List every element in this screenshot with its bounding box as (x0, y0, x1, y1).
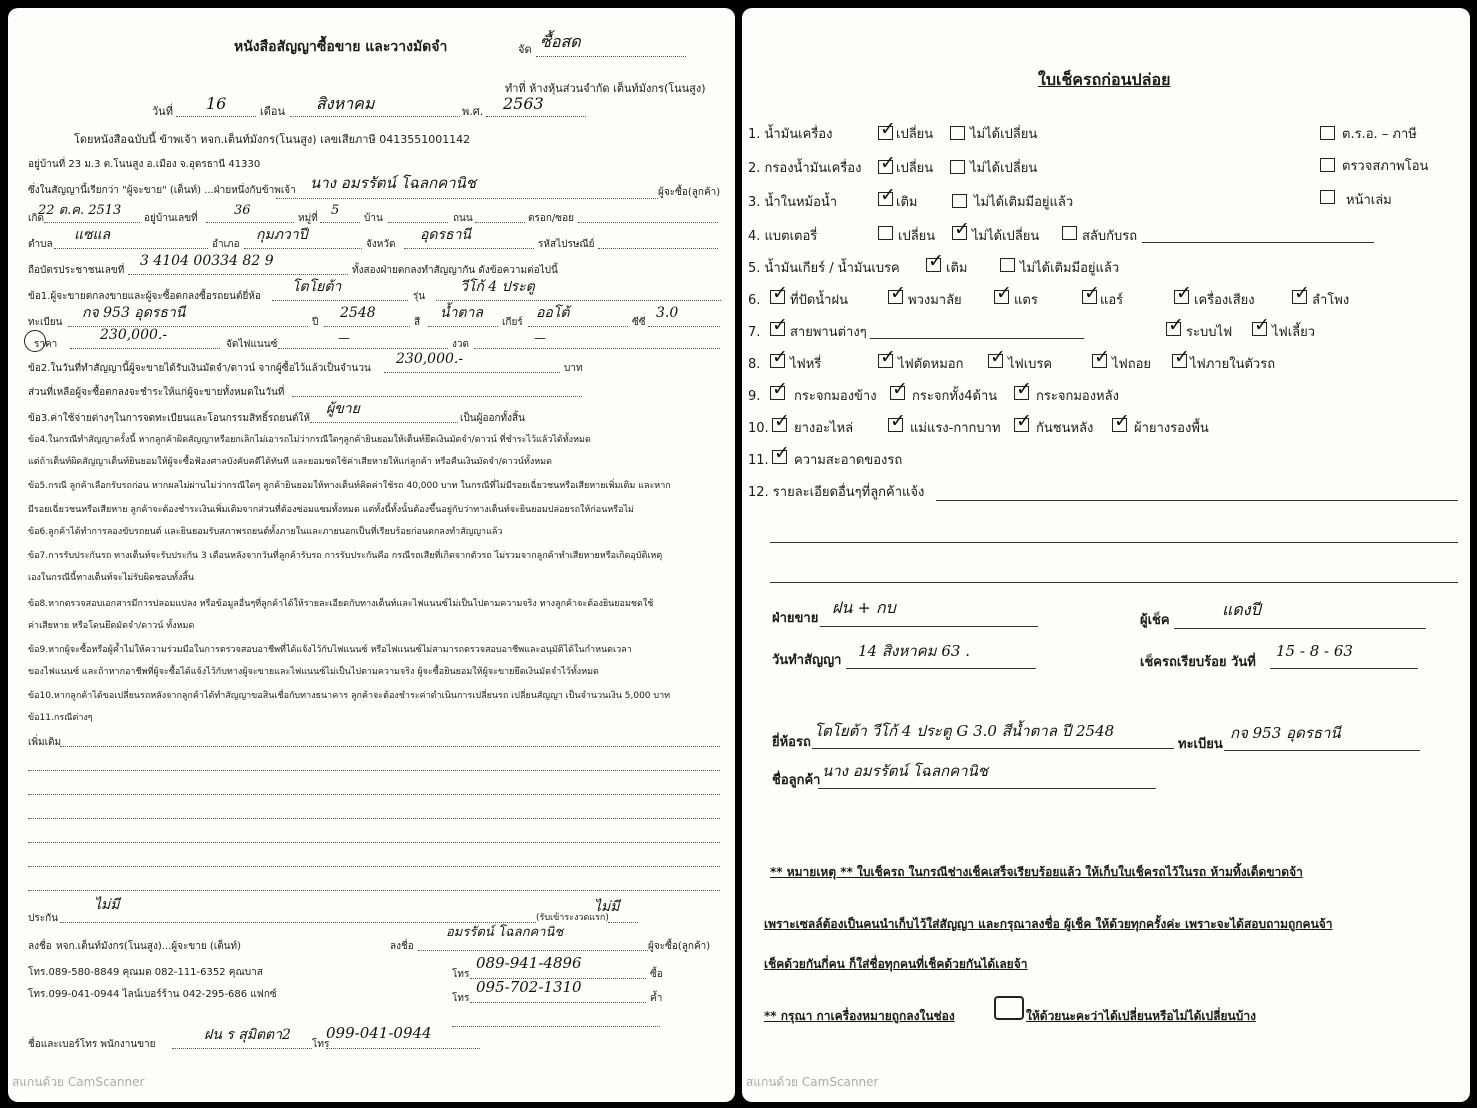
item-5-opt2: ไม่ได้เติมมีอยู่แล้ว (1020, 261, 1120, 276)
item-6d-checkbox[interactable] (1082, 290, 1097, 304)
clause4b: แต่ถ้าเต็นท์ผิดสัญญาเต็นท์ยินยอมให้ผู้จะซื้อฟ้องศาลบังคับคดีได้ทันที และยอมชดใช้ค่าเสียหายให้แก่ลูกค้า หรือคืนเงินมัดจำ/ดาวน์ทั้งหมด (28, 457, 552, 467)
note-line-2: เพราะเซลล์ต้องเป็นคนนำเก็บไว้ใส่สัญญา และกรุณาลงชื่อ ผู้เช็ค ให้ด้วยทุกครั้งค่ะ เพราะจะได้สอบถามถูกคนจ้า (764, 917, 1333, 931)
staff-tel: 099-041-0944 (326, 1024, 432, 1042)
car-cc: 3.0 (656, 305, 679, 321)
baht-label: บาท (564, 363, 583, 374)
side-2-label: ตรวจสภาพโอน (1342, 159, 1429, 174)
item-8b: ไฟตัดหมอก (898, 357, 964, 372)
sig-seller: หจก.เต็นท์มังกร(โนนสูง)...ผู้จะขาย (เต็นท์) (56, 941, 242, 952)
item-6e-checkbox[interactable] (1174, 290, 1189, 304)
contract-line3: ซึ่งในสัญญานี้เรียกว่า "ผู้จะขาย" (เต็นท์) ...ฝ่ายหนึ่งกับข้าพเจ้า (28, 185, 296, 196)
cc-label: ซีซี (632, 317, 646, 328)
clause7a: ข้อ7.การรับประกันรถ ทางเต็นท์จะรับประกัน 3 เดือนหลังจากวันที่ลูกค้ารับรถ การรับประกันคือ กรณีรถเสียที่เกิดจากตัวรถ ไม่รวมจากลูกค้าทำเสียหายหรือเกิดอุบัติเหตุ (28, 551, 663, 561)
guarantor-value: ไม่มี (594, 899, 620, 915)
amphoe-label: อำเภอ (212, 239, 240, 250)
year-value: 2563 (503, 94, 544, 113)
contract-place: ทำที่ ห้างหุ้นส่วนจำกัด เต็นท์มังกร(โนนสูง) (505, 82, 706, 95)
item-9c: กระจกมองหลัง (1036, 389, 1119, 404)
province-label: จังหวัด (366, 239, 396, 250)
item-6f: ลำโพง (1312, 293, 1350, 308)
item-6c: แตร (1014, 293, 1038, 308)
item-3-opt1-checkbox[interactable] (878, 192, 893, 206)
contract-date-value: 14 สิงหาคม 63 . (858, 642, 970, 660)
year-label: พ.ศ. (462, 105, 484, 118)
reg-label: ทะเบียน (28, 317, 63, 328)
car-year: 2548 (340, 305, 376, 321)
item-7c: ไฟเลี้ยว (1272, 325, 1316, 340)
item-1-opt1-checkbox[interactable] (878, 126, 893, 140)
buyer-tel: 089-941-4896 (476, 954, 582, 972)
item-10d-checkbox[interactable] (1112, 418, 1127, 432)
item-4-opt3-checkbox[interactable] (1062, 226, 1077, 240)
clause8a: ข้อ8.หากตรวจสอบเอกสารมีการปลอมแปลง หรือข้อมูลอื่นๆที่ลูกค้าได้ให้รายละเอียดกับทางเต็นท์และไฟแนนซ์ไม่เป็นไปตามความจริง ทางลูกค้าจะต้องยินยอมชดใช้ (28, 599, 654, 609)
staff-tel-label: โทร (312, 1039, 330, 1050)
customer-value: นาง อมรรัตน์ โฉลกคานิช (822, 762, 988, 780)
color-label: สี (414, 317, 421, 328)
tambon-value: แซแล (74, 227, 111, 243)
customer-label: ชื่อลูกค้า (772, 773, 821, 788)
moo-value: 5 (331, 203, 340, 218)
guar-tel-suffix: ค้ำ (650, 993, 663, 1004)
finance-value: — (338, 331, 350, 345)
side-2-checkbox[interactable] (1320, 158, 1335, 172)
clause6: ข้อ6.ลูกค้าได้ทำการลองขับรถยนต์ และยินยอมรับสภาพรถยนต์ทั้งภายในและภายนอกเป็นที่เรียบร้อยก่อนตกลงทำสัญญาแล้ว (28, 527, 503, 537)
car-year-label: ปี (312, 317, 319, 328)
car-reg-label: ทะเบียน (1178, 737, 1223, 752)
item-8c: ไฟเบรค (1008, 357, 1053, 372)
tambon-label: ตำบล (28, 239, 53, 250)
clause3-label: ข้อ3.ค่าใช้จ่ายต่างๆในการจดทะเบียนและโอนกรรมสิทธิ์รถยนต์ให้ (28, 413, 311, 424)
clause10: ข้อ10.หากลูกค้าได้ขอเปลี่ยนรถหลังจากลูกค้าได้ทำสัญญาขอสินเชื่อกับทางธนาคาร ลูกค้าจะต้องชำระค่าดำเนินการเปลี่ยนรถ เปลี่ยนสัญญา เป็นจำนวนเงิน 5,000 บาท (28, 691, 671, 701)
period-label: งวด (452, 339, 469, 350)
note-line-4a: ** กรุณา กาเครื่องหมายถูกลงในช่อง (764, 1009, 955, 1023)
item-3-opt2: ไม่ได้เติมมีอยู่แล้ว (974, 195, 1074, 210)
item-4-label: 4. แบตเตอรี่ (748, 229, 818, 244)
buyer-suffix: ผู้จะซื้อ(ลูกค้า) (658, 187, 721, 198)
buyer-name: นาง อมรรัตน์ โฉลกคานิช (310, 174, 476, 192)
car-gear: ออโต้ (536, 305, 570, 321)
item-8e-checkbox[interactable] (1172, 354, 1187, 368)
item-7a: สายพานต่างๆ (790, 325, 867, 340)
item-8c-checkbox[interactable] (988, 354, 1003, 368)
item-12-label: 12. รายละเอียดอื่นๆที่ลูกค้าแจ้ง (748, 485, 925, 500)
contract-date-label: วันทำสัญญา (772, 653, 842, 668)
buyer-tel-label: โทร (452, 969, 470, 980)
contract-line1: โดยหนังสือฉบับนี้ ข้าพเจ้า หจก.เต็นท์มังกร(โนนสูง) เลขเสียภาษี 0413551001142 (74, 133, 471, 146)
car-brand: โตโยต้า (292, 279, 342, 295)
item-7c-checkbox[interactable] (1252, 322, 1267, 336)
item-6e: เครื่องเสียง (1194, 293, 1255, 308)
item-4-opt2: ไม่ได้เปลี่ยน (972, 229, 1040, 244)
clause2b: ส่วนที่เหลือผู้จะซื้อตกลงจะชำระให้แก่ผู้จะขายทั้งหมดในวันที่ (28, 387, 285, 398)
born-label: เกิด (28, 213, 44, 224)
soi-label: ตรอก/ซอย (528, 213, 574, 224)
example-checkbox (994, 996, 1024, 1020)
camscanner-footer: สแกนด้วย CamScanner (12, 1075, 145, 1089)
item-10c: กันชนหลัง (1036, 421, 1094, 436)
item-4-opt2-checkbox[interactable] (952, 226, 967, 240)
clause5a: ข้อ5.กรณี ลูกค้าเลือกรับรถก่อน หากผลไม่ผ่านไม่ว่ากรณีใดๆ ลูกค้ายินยอมให้ทางเต็นท์คิดค่าใช้รถ 40,000 บาท ในกรณีที่ไม่มีรอยเฉี่ยวชนหรือเสียหายเพิ่มเติม และหาก (28, 481, 671, 491)
id-label: ถือบัตรประชาชนเลขที่ (28, 265, 125, 276)
guar-tel-label: โทร (452, 993, 470, 1004)
insurance-label: ประกัน (28, 913, 58, 924)
clause9b: ของไฟแนนซ์ และถ้าหากอาชีพที่ผู้จะซื้อได้แจ้งไว้กับทางผู้จะขายและไฟแนนซ์ไม่เป็นไปตามความจริง ผู้จะซื้อยินยอมให้ผู้จะขายยึดเงินมัดจำไว้ทั้งหมด (28, 667, 599, 677)
item-6-num: 6. (748, 293, 761, 308)
month-value: สิงหาคม (316, 94, 375, 113)
item-7-num: 7. (748, 325, 761, 340)
item-9-num: 9. (748, 389, 761, 404)
car-reg: กจ 953 อุดรธานี (82, 305, 186, 321)
checker-value: แดงปี (1222, 600, 1261, 619)
item-5-opt1: เติม (946, 261, 968, 276)
item-5-label: 5. น้ำมันเกียร์ / น้ำมันเบรค (748, 261, 900, 276)
shop-tel-1: โทร.089-580-8849 คุณมด 082-111-6352 คุณบาส (28, 967, 263, 978)
car-label: ยี่ห้อรถ (772, 735, 811, 750)
item-6a-checkbox[interactable] (770, 290, 785, 304)
car-color: น้ำตาล (440, 305, 483, 321)
buyer-tel-suffix: ซื้อ (650, 969, 663, 980)
clause5b: มีรอยเฉี่ยวชนหรือเสียหาย ลูกค้าจะต้องชำระเงินเพิ่มเติมจากส่วนที่ต้องซ่อมแซมทั้งหมด แต่ทั้งนี้ทั้งนั้นต้องขึ้นอยู่กับว่าทางเต็นท์จะยินยอมปล่อยรถให้ก่อนหรือไม่ (28, 505, 634, 515)
item-10b: แม่แรง-กากบาท (910, 421, 1001, 436)
shop-tel-2: โทร.099-041-0944 ไลน์เบอร์ร้าน 042-295-686 แฟกซ์ (28, 989, 277, 1000)
item-1-opt1: เปลี่ยน (896, 127, 934, 142)
insurance-value: ไม่มี (94, 897, 120, 913)
item-8b-checkbox[interactable] (878, 354, 893, 368)
item-5-opt2-checkbox[interactable] (1000, 258, 1015, 272)
item-4-opt1: เปลี่ยน (898, 229, 936, 244)
clause1-label: ข้อ1.ผู้จะขายตกลงขายและผู้จะซื้อตกลงซื้อรถยนต์ยี่ห้อ (28, 291, 261, 302)
car-model: วีโก้ 4 ประตู (460, 279, 535, 295)
moo-label: หมู่ที่ (298, 213, 318, 224)
guarantor-label: (รับเข้าระงวดแรก) (536, 913, 609, 923)
item-1-opt2-checkbox[interactable] (950, 126, 965, 140)
contract-page (8, 8, 735, 1102)
item-11a-checkbox[interactable] (772, 450, 787, 464)
clause11: ข้อ11.กรณีต่างๆ (28, 713, 93, 723)
item-2-label: 2. กรองน้ำมันเครื่อง (748, 161, 862, 176)
item-9a-checkbox[interactable] (770, 386, 785, 400)
sig-seller-label: ลงชื่อ (28, 941, 52, 952)
clause2-label: ข้อ2.ในวันที่ทำสัญญานี้ผู้จะขายได้รับเงินมัดจำ/ดาวน์ จากผู้ซื้อไว้แล้วเป็นจำนวน (28, 363, 371, 374)
clause9a: ข้อ9.หากผู้จะซื้อหรือผู้ค้ำไม่ให้ความร่วมมือในการตรวจสอบอาชีพที่ได้แจ้งไว้กับไฟแนนซ์ หรือไฟแนนซ์ไม่สามารถตรวจสอบอาชีพและอนุมัติได้ในกำหนดเวลา (28, 645, 632, 655)
item-6a: ที่ปัดน้ำฝน (790, 293, 848, 308)
sig-buyer-suffix: ผู้จะซื้อ(ลูกค้า) (648, 941, 711, 952)
side-3-checkbox[interactable] (1320, 190, 1335, 204)
item-3-opt1: เติม (896, 195, 918, 210)
job-value: ซื้อสด (540, 32, 581, 51)
note-line-1: ** หมายเหตุ ** ใบเช็ครถ ในกรณีช่างเช็คเสร็จเรียบร้อยแล้ว ให้เก็บใบเช็ครถไว้ในรถ ห้ามทิ้งเด็ดขาดจ้า (770, 865, 1303, 879)
item-6f-checkbox[interactable] (1292, 290, 1307, 304)
item-6b: พวงมาลัย (908, 293, 962, 308)
born-value: 22 ต.ค. 2513 (38, 203, 122, 218)
checklist-title: ใบเช็ครถก่อนปล่อย (1038, 70, 1171, 89)
amphoe-value: กุมภวาปี (256, 227, 308, 243)
side-1-checkbox[interactable] (1320, 126, 1335, 140)
more-label: เพิ่มเติม (28, 737, 62, 748)
item-5-opt1-checkbox[interactable] (926, 258, 941, 272)
road-label: ถนน (453, 213, 473, 224)
checklist-page (742, 8, 1470, 1102)
postcode-label: รหัสไปรษณีย์ (538, 239, 595, 250)
item-10-num: 10. (748, 421, 769, 436)
house-no: 36 (234, 203, 251, 218)
check-done-value: 15 - 8 - 63 (1276, 642, 1353, 660)
checker-label: ผู้เช็ค (1140, 613, 1170, 628)
date-label: วันที่ (152, 105, 173, 118)
guar-tel: 095-702-1310 (476, 978, 582, 996)
clause8b: ค่าเสียหาย หรือโดนยึดมัดจำ/ดาวน์ ทั้งหมด (28, 621, 195, 631)
item-7b: ระบบไฟ (1186, 325, 1233, 340)
seller-label: ฝ่ายขาย (772, 611, 819, 626)
item-10c-checkbox[interactable] (1014, 418, 1029, 432)
item-8e: ไฟภายในตัวรถ (1190, 357, 1276, 372)
side-3-label: หน้าเล่ม (1346, 193, 1392, 208)
item-8d-checkbox[interactable] (1092, 354, 1107, 368)
item-4-opt1-checkbox[interactable] (878, 226, 893, 240)
contract-line2: อยู่บ้านที่ 23 ม.3 ต.โนนสูง อ.เมือง จ.อุดรธานี 41330 (28, 159, 261, 170)
finance-label: จัดไฟแนนซ์ (226, 339, 278, 350)
item-7a-checkbox[interactable] (770, 322, 785, 336)
item-9b: กระจกทั้ง4ด้าน (912, 389, 998, 404)
staff-label: ชื่อและเบอร์โทร พนักงานขาย (28, 1039, 156, 1050)
gear-label: เกียร์ (502, 317, 523, 328)
item-3-opt2-checkbox[interactable] (952, 194, 967, 208)
item-10b-checkbox[interactable] (888, 418, 903, 432)
house-label: อยู่บ้านเลขที่ (144, 213, 198, 224)
job-label: จัด (518, 43, 532, 56)
check-done-label: เช็ครถเรียบร้อย วันที่ (1140, 655, 1256, 670)
price-value: 230,000.- (100, 327, 168, 343)
province-value: อุดรธานี (420, 227, 471, 243)
item-10d: ผ้ายางรองพื้น (1134, 421, 1209, 436)
item-2-opt2: ไม่ได้เปลี่ยน (970, 161, 1038, 176)
item-9c-checkbox[interactable] (1014, 386, 1029, 400)
id-number: 3 4104 00334 82 9 (140, 253, 274, 269)
side-1-label: ต.ร.อ. – ภาษี (1342, 127, 1417, 142)
clause7b: เองในกรณีนี้ทางเต็นท์จะไม่รับผิดชอบทั้งสิ้น (28, 573, 195, 583)
id-suffix: ทั้งสองฝ่ายตกลงทำสัญญากัน ดังข้อความต่อไปนี้ (352, 265, 558, 276)
sig-buyer-label: ลงชื่อ (390, 941, 414, 952)
item-6b-checkbox[interactable] (888, 290, 903, 304)
item-2-opt1-checkbox[interactable] (878, 160, 893, 174)
item-8a-checkbox[interactable] (770, 354, 785, 368)
note-line-4b: ให้ด้วยนะคะว่าได้เปลี่ยนหรือไม่ได้เปลี่ยนบ้าง (1026, 1009, 1256, 1023)
car-reg-value: กจ 953 อุดรธานี (1230, 724, 1341, 742)
item-10a-checkbox[interactable] (772, 418, 787, 432)
item-8d: ไฟถอย (1112, 357, 1152, 372)
item-9a: กระจกมองข้าง (794, 389, 877, 404)
month-label: เดือน (260, 105, 286, 118)
staff-name: ฝน ร สุมิตตา2 (204, 1027, 291, 1043)
item-3-label: 3. น้ำในหม้อน้ำ (748, 195, 838, 210)
price-label: ราคา (34, 339, 58, 350)
model-label: รุ่น (413, 291, 426, 302)
clause4a: ข้อ4.ในกรณีทำสัญญาครั้งนี้ หากลูกค้าผิดสัญญาหรือยกเลิกไม่เอารถไม่ว่ากรณีใดๆลูกค้ายินยอมให้เต็นท์ยึดเงินมัดจำ/ดาวน์ ที่ชำระไว้แล้วได้ทั้งหมด (28, 435, 591, 445)
contract-title: หนังสือสัญญาซื้อขาย และวางมัดจำ (234, 39, 448, 55)
item-2-opt2-checkbox[interactable] (950, 160, 965, 174)
item-11-num: 11. (748, 453, 769, 468)
ban-label: บ้าน (364, 213, 383, 224)
seller-value: ฝน + กบ (832, 598, 896, 617)
deposit-amount: 230,000.- (396, 351, 464, 367)
item-6c-checkbox[interactable] (994, 290, 1009, 304)
period-value: — (534, 331, 546, 345)
clause3-value: ผู้ขาย (326, 401, 360, 417)
item-9b-checkbox[interactable] (890, 386, 905, 400)
item-6d: แอร์ (1100, 293, 1124, 308)
item-1-label: 1. น้ำมันเครื่อง (748, 127, 833, 142)
note-line-3: เช็คด้วยกันกี่คน ก็ใส่ชื่อทุกคนที่เช็คด้วยกันได้เลยจ้า (764, 957, 1028, 971)
item-11a: ความสะอาดของรถ (794, 453, 903, 468)
item-8-num: 8. (748, 357, 761, 372)
clause3-suffix: เป็นผู้ออกทั้งสิ้น (460, 413, 525, 424)
item-7b-checkbox[interactable] (1166, 322, 1181, 336)
camscanner-footer: สแกนด้วย CamScanner (746, 1075, 879, 1089)
date-day: 16 (206, 94, 227, 113)
item-8a: ไฟหรี่ (790, 357, 822, 372)
item-2-opt1: เปลี่ยน (896, 161, 934, 176)
item-1-opt2: ไม่ได้เปลี่ยน (970, 127, 1038, 142)
item-10a: ยางอะไหล่ (794, 421, 854, 436)
car-value: โตโยต้า วีโก้ 4 ประตู G 3.0 สีน้ำตาล ปี 2548 (814, 722, 1115, 740)
sig-buyer: อมรรัตน์ โฉลกคานิช (446, 925, 564, 940)
item-4-opt3: สลับกับรถ (1082, 229, 1138, 244)
